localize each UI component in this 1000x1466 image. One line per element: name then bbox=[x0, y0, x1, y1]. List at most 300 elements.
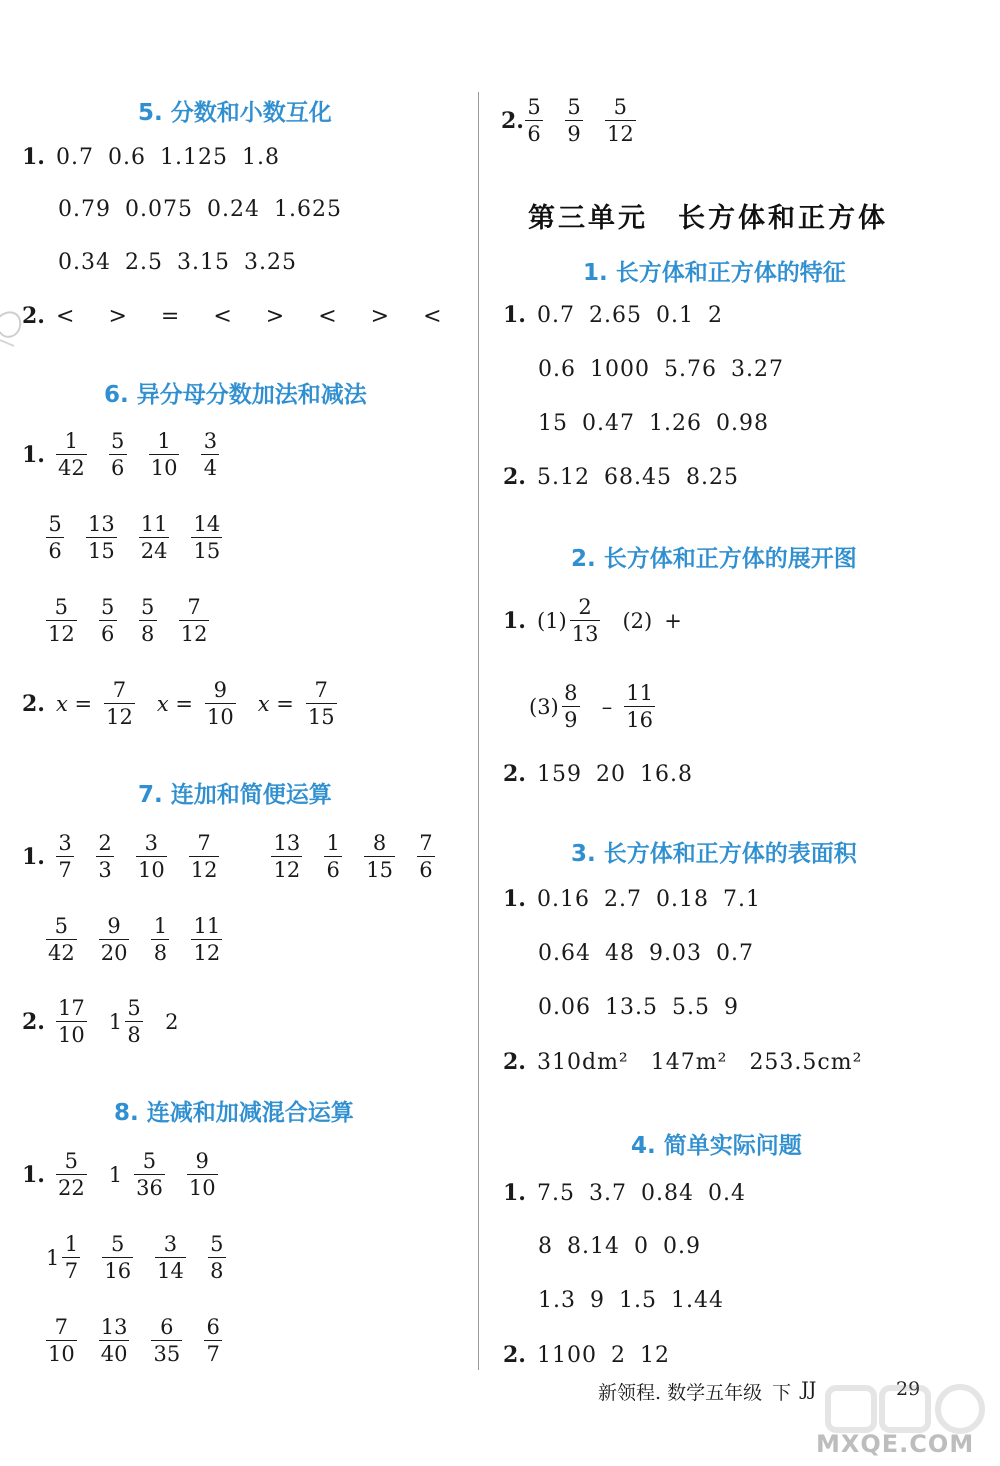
answer-value: 0.4 bbox=[707, 1180, 746, 1206]
numerator: 11 bbox=[626, 681, 653, 705]
fraction bbox=[109, 428, 127, 481]
answer-line bbox=[503, 302, 723, 328]
question-number: 1. bbox=[22, 843, 45, 870]
unit-title: 第三单元 长方体和正方体 bbox=[528, 203, 888, 234]
answer-value: 0.16 bbox=[537, 886, 590, 912]
answer-line bbox=[503, 886, 761, 912]
fraction-group bbox=[525, 94, 658, 147]
answer-value: 0.64 bbox=[538, 941, 591, 966]
answer-value: 0.6 bbox=[108, 144, 146, 170]
fraction-group bbox=[56, 995, 190, 1048]
numerator: 13 bbox=[273, 831, 301, 855]
answer-value: 7.5 bbox=[537, 1180, 575, 1206]
fraction bbox=[99, 1314, 130, 1367]
denominator: 12 bbox=[607, 122, 634, 146]
denominator: 12 bbox=[273, 858, 301, 882]
numerator: 2 bbox=[98, 831, 112, 855]
answer-value: 0.24 bbox=[206, 197, 260, 222]
answer-value: 8.14 bbox=[567, 1234, 620, 1259]
section-title: 3. 长方体和正方体的表面积 bbox=[571, 841, 857, 867]
answer-value: 310dm² bbox=[537, 1049, 629, 1075]
answer-value: 0.6 bbox=[538, 357, 576, 382]
denominator: 24 bbox=[140, 539, 168, 563]
fraction bbox=[99, 594, 117, 647]
answer-values bbox=[538, 411, 769, 436]
fraction-group bbox=[46, 511, 244, 564]
question-number: 2. bbox=[503, 464, 526, 490]
answer-value: 0.7 bbox=[56, 144, 94, 170]
fraction bbox=[99, 913, 130, 966]
answer-value: 1.26 bbox=[648, 411, 702, 436]
answer-value: 2 bbox=[165, 1009, 179, 1034]
denominator: 6 bbox=[326, 858, 340, 882]
answer-line bbox=[503, 761, 693, 787]
answer-value: 13.5 bbox=[604, 995, 658, 1020]
numerator: 7 bbox=[419, 831, 433, 855]
numerator: 1 bbox=[153, 914, 168, 938]
answer-value: + bbox=[664, 608, 682, 633]
fraction-group bbox=[46, 1231, 248, 1284]
answer-value: 12 bbox=[640, 1342, 670, 1368]
fraction-row bbox=[46, 511, 244, 564]
comparison-symbol: > bbox=[108, 303, 127, 329]
numerator: 9 bbox=[213, 678, 228, 702]
question-number: 2. bbox=[501, 107, 524, 134]
denominator: 10 bbox=[138, 858, 165, 882]
fraction bbox=[46, 913, 77, 966]
denominator: 10 bbox=[58, 1023, 85, 1047]
answer-value: 0.1 bbox=[655, 302, 694, 328]
answer-line bbox=[538, 995, 739, 1020]
fraction bbox=[525, 94, 543, 147]
fraction-row bbox=[529, 680, 677, 733]
numerator: 5 bbox=[54, 914, 69, 938]
denominator: 16 bbox=[104, 1259, 132, 1283]
question-number: 1. bbox=[22, 1161, 45, 1188]
section-title: 5. 分数和小数互化 bbox=[138, 100, 332, 126]
numerator: 5 bbox=[64, 1149, 79, 1173]
fraction bbox=[151, 913, 169, 966]
question-number: 2. bbox=[22, 303, 45, 329]
answer-value: 0.34 bbox=[58, 250, 111, 275]
question-number: 2. bbox=[22, 690, 45, 717]
numerator: 3 bbox=[144, 831, 159, 855]
answer-value: 1.3 bbox=[538, 1288, 576, 1313]
answer-values bbox=[537, 1343, 670, 1368]
fraction-row bbox=[22, 428, 241, 481]
fraction bbox=[136, 830, 167, 883]
numerator: 11 bbox=[140, 512, 168, 536]
answer-line bbox=[503, 1180, 746, 1206]
answer-value: 0.075 bbox=[124, 197, 193, 222]
fraction bbox=[46, 511, 64, 564]
answer-line bbox=[503, 1049, 862, 1075]
denominator: 15 bbox=[88, 539, 115, 563]
denominator: 4 bbox=[203, 456, 218, 480]
fraction bbox=[187, 1148, 218, 1201]
fraction bbox=[149, 428, 180, 481]
fraction bbox=[570, 594, 601, 647]
denominator: 12 bbox=[48, 622, 75, 646]
answer-value: 7.1 bbox=[722, 886, 761, 912]
fraction bbox=[565, 94, 583, 147]
column-divider bbox=[478, 92, 479, 1370]
answer-values bbox=[538, 1234, 701, 1259]
denominator: 10 bbox=[48, 1342, 75, 1366]
numerator: 5 bbox=[48, 512, 62, 536]
fraction bbox=[364, 830, 395, 883]
denominator: 9 bbox=[567, 122, 581, 146]
answer-value: – bbox=[601, 694, 613, 719]
answer-value: 20 bbox=[596, 761, 626, 787]
fraction bbox=[46, 1314, 77, 1367]
numerator: 7 bbox=[112, 678, 127, 702]
fraction bbox=[417, 830, 435, 883]
fraction bbox=[208, 1231, 226, 1284]
denominator: 14 bbox=[157, 1259, 184, 1283]
answer-value: 8 bbox=[538, 1234, 553, 1259]
fraction bbox=[62, 1231, 80, 1284]
fraction bbox=[56, 1148, 87, 1201]
fraction bbox=[139, 511, 170, 564]
fraction bbox=[139, 594, 157, 647]
comparison-symbol: = bbox=[160, 303, 180, 329]
denominator: 13 bbox=[571, 622, 599, 646]
denominator: 6 bbox=[111, 456, 125, 480]
fraction-row bbox=[46, 1231, 248, 1284]
comparison-symbol: < bbox=[213, 303, 232, 329]
fraction bbox=[102, 1231, 133, 1284]
denominator: 6 bbox=[527, 122, 541, 146]
answer-value: 9 bbox=[590, 1288, 605, 1313]
answer-line bbox=[58, 250, 297, 275]
answer-line bbox=[538, 1288, 724, 1313]
fraction bbox=[56, 830, 74, 883]
numerator: 13 bbox=[88, 512, 115, 536]
denominator: 9 bbox=[564, 708, 578, 732]
comparison-symbol: < bbox=[423, 303, 442, 329]
answer-value: 2.65 bbox=[589, 302, 642, 328]
part-label: (2) bbox=[622, 608, 653, 633]
section-title: 8. 连减和加减混合运算 bbox=[114, 1100, 354, 1126]
numerator: 5 bbox=[210, 1232, 224, 1256]
answer-value: 48 bbox=[604, 941, 635, 966]
answer-value: 1.5 bbox=[619, 1288, 657, 1313]
comparison-symbol: > bbox=[265, 303, 285, 329]
denominator: 35 bbox=[153, 1342, 181, 1366]
numerator: 1 bbox=[326, 831, 340, 855]
section-title: 1. 长方体和正方体的特征 bbox=[583, 260, 846, 286]
numerator: 11 bbox=[193, 914, 221, 938]
question-number: 1. bbox=[503, 886, 526, 912]
numerator: 5 bbox=[527, 95, 541, 119]
question-number: 2. bbox=[22, 1008, 45, 1035]
answer-value: 9.03 bbox=[648, 941, 702, 966]
numerator: 5 bbox=[54, 595, 69, 619]
fraction-row bbox=[501, 94, 658, 147]
answer-value: 5.12 bbox=[537, 464, 590, 490]
numerator: 7 bbox=[197, 831, 211, 855]
answer-value: 16.8 bbox=[640, 761, 693, 787]
answer-value: 8.25 bbox=[685, 464, 739, 490]
answer-value: 2.5 bbox=[124, 250, 163, 275]
answer-value: 0.98 bbox=[715, 411, 769, 436]
answer-value: 3.25 bbox=[243, 250, 297, 275]
answer-values bbox=[537, 465, 739, 490]
numerator: 1 bbox=[64, 1232, 79, 1256]
denominator: 15 bbox=[307, 705, 335, 729]
page-footer bbox=[598, 1378, 816, 1405]
fraction bbox=[204, 1314, 222, 1367]
answer-line bbox=[538, 1234, 701, 1259]
answer-line bbox=[503, 464, 739, 490]
denominator: 12 bbox=[193, 941, 221, 965]
numerator: 6 bbox=[206, 1315, 220, 1339]
fraction bbox=[155, 1231, 186, 1284]
book-title: 新领程. 数学五年级 bbox=[598, 1382, 763, 1404]
fraction-group bbox=[56, 1148, 240, 1201]
term-label: 下 bbox=[772, 1382, 792, 1404]
answer-line bbox=[538, 411, 769, 436]
denominator: 7 bbox=[58, 858, 72, 882]
answer-value: 253.5cm² bbox=[749, 1049, 863, 1075]
numerator: 9 bbox=[107, 914, 121, 938]
numerator: 7 bbox=[187, 595, 201, 619]
denominator: 8 bbox=[210, 1259, 224, 1283]
answer-values bbox=[538, 995, 739, 1020]
answer-value: 3.7 bbox=[589, 1180, 627, 1206]
denominator: 3 bbox=[98, 858, 112, 882]
answer-values bbox=[537, 1181, 746, 1206]
denominator: 8 bbox=[153, 941, 168, 965]
answer-value: 1.44 bbox=[671, 1288, 724, 1313]
answer-line bbox=[58, 197, 342, 222]
answer-value: 0.7 bbox=[537, 302, 575, 328]
fraction-row bbox=[22, 1148, 240, 1201]
fraction bbox=[46, 594, 77, 647]
fraction bbox=[104, 677, 135, 730]
numerator: 1 bbox=[64, 429, 79, 453]
answer-values bbox=[58, 250, 297, 275]
answer-values bbox=[537, 887, 761, 912]
denominator: 8 bbox=[127, 1023, 141, 1047]
fraction bbox=[271, 830, 302, 883]
answer-values bbox=[538, 1288, 724, 1313]
denominator: 12 bbox=[180, 622, 208, 646]
answer-value: 3.27 bbox=[730, 357, 784, 382]
page-number: 29 bbox=[896, 1378, 921, 1400]
whole-number: 1 bbox=[46, 1245, 60, 1270]
fraction bbox=[125, 995, 143, 1048]
answer-value: 1.625 bbox=[273, 197, 342, 222]
fraction bbox=[134, 1148, 165, 1201]
denominator: 6 bbox=[419, 858, 433, 882]
denominator: 22 bbox=[58, 1176, 85, 1200]
fraction bbox=[191, 511, 222, 564]
watermark-site: MXQE.COM bbox=[816, 1430, 975, 1458]
question-number: 1. bbox=[22, 441, 45, 468]
fraction-group bbox=[529, 680, 677, 733]
answer-value: 2.7 bbox=[603, 886, 642, 912]
answer-value: 2 bbox=[611, 1342, 626, 1368]
question-number: 2. bbox=[503, 1049, 526, 1075]
numerator: 5 bbox=[613, 95, 628, 119]
part-label: (3) bbox=[529, 694, 559, 719]
fraction bbox=[56, 995, 87, 1048]
section-title: 2. 长方体和正方体的展开图 bbox=[571, 546, 857, 572]
comparison-symbol: > bbox=[370, 303, 390, 329]
answer-value: 1.125 bbox=[160, 144, 228, 170]
equation-label: x = bbox=[257, 691, 294, 716]
numerator: 9 bbox=[195, 1149, 209, 1173]
question-number: 1. bbox=[22, 144, 45, 170]
fraction bbox=[86, 511, 117, 564]
answer-value: 1000 bbox=[590, 357, 650, 382]
numerator: 13 bbox=[100, 1315, 128, 1339]
numerator: 5 bbox=[141, 595, 155, 619]
fraction bbox=[191, 913, 222, 966]
fraction-row bbox=[22, 995, 190, 1048]
answer-values bbox=[537, 1050, 862, 1075]
equation-label: x = bbox=[56, 691, 93, 716]
answer-line bbox=[538, 941, 754, 966]
fraction bbox=[56, 428, 87, 481]
fraction bbox=[189, 830, 220, 883]
denominator: 12 bbox=[106, 705, 133, 729]
fraction-row bbox=[22, 677, 359, 730]
whole-number: 1 bbox=[108, 1009, 123, 1034]
fraction bbox=[151, 1314, 182, 1367]
answer-value: 0.06 bbox=[538, 995, 591, 1020]
answer-values bbox=[537, 303, 723, 328]
numerator: 5 bbox=[101, 595, 115, 619]
fraction bbox=[624, 680, 655, 733]
part-label: (1) bbox=[537, 608, 567, 633]
numerator: 5 bbox=[127, 996, 141, 1020]
answer-value: 2 bbox=[707, 302, 723, 328]
answer-line bbox=[538, 357, 784, 382]
whole-number: 1 bbox=[108, 1162, 123, 1187]
answer-values bbox=[537, 762, 693, 787]
answer-value: 0.79 bbox=[58, 197, 111, 222]
fraction bbox=[205, 677, 236, 730]
denominator: 40 bbox=[100, 1342, 128, 1366]
answer-line bbox=[22, 303, 442, 329]
fraction bbox=[562, 680, 580, 733]
numerator: 8 bbox=[372, 831, 387, 855]
section-title: 6. 异分母分数加法和减法 bbox=[104, 382, 367, 408]
series-mark: JJ bbox=[801, 1378, 817, 1400]
equation-group bbox=[56, 677, 359, 730]
fraction bbox=[96, 830, 114, 883]
fraction bbox=[306, 677, 337, 730]
numerator: 3 bbox=[163, 1232, 178, 1256]
fraction-group bbox=[56, 428, 241, 481]
question-number: 1. bbox=[503, 607, 526, 634]
numerator: 17 bbox=[58, 996, 85, 1020]
numerator: 5 bbox=[111, 429, 125, 453]
answer-value: 1100 bbox=[537, 1342, 597, 1368]
answer-values bbox=[58, 197, 342, 222]
answer-values bbox=[538, 357, 784, 382]
denominator: 10 bbox=[206, 705, 234, 729]
numerator: 5 bbox=[142, 1149, 157, 1173]
fraction-group bbox=[271, 830, 456, 883]
answer-value: 0.9 bbox=[662, 1234, 701, 1259]
numerator: 3 bbox=[203, 429, 218, 453]
answer-value: 147m² bbox=[650, 1049, 728, 1075]
numerator: 14 bbox=[193, 512, 221, 536]
answer-value: 0.47 bbox=[582, 411, 635, 436]
answer-value: 68.45 bbox=[603, 464, 672, 490]
answer-value: 159 bbox=[537, 761, 582, 787]
denominator: 36 bbox=[136, 1176, 163, 1200]
answer-value: 0.18 bbox=[655, 886, 709, 912]
answer-value: 9 bbox=[723, 995, 739, 1020]
question-number: 1. bbox=[503, 302, 526, 328]
fraction bbox=[324, 830, 342, 883]
denominator: 10 bbox=[188, 1176, 216, 1200]
section-title: 7. 连加和简便运算 bbox=[138, 782, 332, 808]
answer-values bbox=[538, 941, 754, 966]
numerator: 8 bbox=[564, 681, 578, 705]
answer-value: 5.5 bbox=[671, 995, 710, 1020]
question-number: 2. bbox=[503, 761, 526, 787]
denominator: 12 bbox=[190, 858, 218, 882]
denominator: 7 bbox=[64, 1259, 79, 1283]
denominator: 10 bbox=[150, 456, 178, 480]
answer-value: 5.76 bbox=[664, 357, 717, 382]
comparison-symbols bbox=[56, 304, 442, 329]
answer-value: 0.84 bbox=[641, 1180, 694, 1206]
fraction-row bbox=[22, 830, 457, 883]
numerator: 7 bbox=[314, 678, 328, 702]
numerator: 1 bbox=[157, 429, 171, 453]
comparison-symbol: < bbox=[56, 303, 75, 329]
denominator: 15 bbox=[193, 539, 221, 563]
answer-value: 15 bbox=[538, 411, 568, 436]
answer-value: 3.15 bbox=[176, 250, 230, 275]
denominator: 42 bbox=[58, 456, 85, 480]
fraction-group bbox=[537, 594, 694, 647]
fraction bbox=[201, 428, 219, 481]
answer-value: 0 bbox=[633, 1234, 649, 1259]
fraction bbox=[179, 594, 210, 647]
denominator: 20 bbox=[100, 941, 128, 965]
denominator: 15 bbox=[366, 858, 393, 882]
answer-line bbox=[503, 1342, 670, 1368]
fraction-group bbox=[46, 1314, 244, 1367]
question-number: 1. bbox=[503, 1180, 526, 1206]
denominator: 42 bbox=[48, 941, 75, 965]
numerator: 5 bbox=[111, 1232, 125, 1256]
numerator: 2 bbox=[578, 595, 592, 619]
fraction-group bbox=[46, 594, 231, 647]
fraction-row bbox=[503, 594, 694, 647]
fraction-group bbox=[56, 830, 241, 883]
answer-value: 1.8 bbox=[241, 144, 280, 170]
answer-values bbox=[56, 145, 280, 170]
numerator: 6 bbox=[160, 1315, 174, 1339]
equation-label: x = bbox=[156, 691, 193, 716]
numerator: 3 bbox=[58, 831, 72, 855]
denominator: 8 bbox=[141, 622, 155, 646]
denominator: 16 bbox=[626, 708, 653, 732]
denominator: 7 bbox=[206, 1342, 220, 1366]
answer-line bbox=[22, 144, 280, 170]
denominator: 6 bbox=[48, 539, 62, 563]
fraction-row bbox=[46, 1314, 244, 1367]
